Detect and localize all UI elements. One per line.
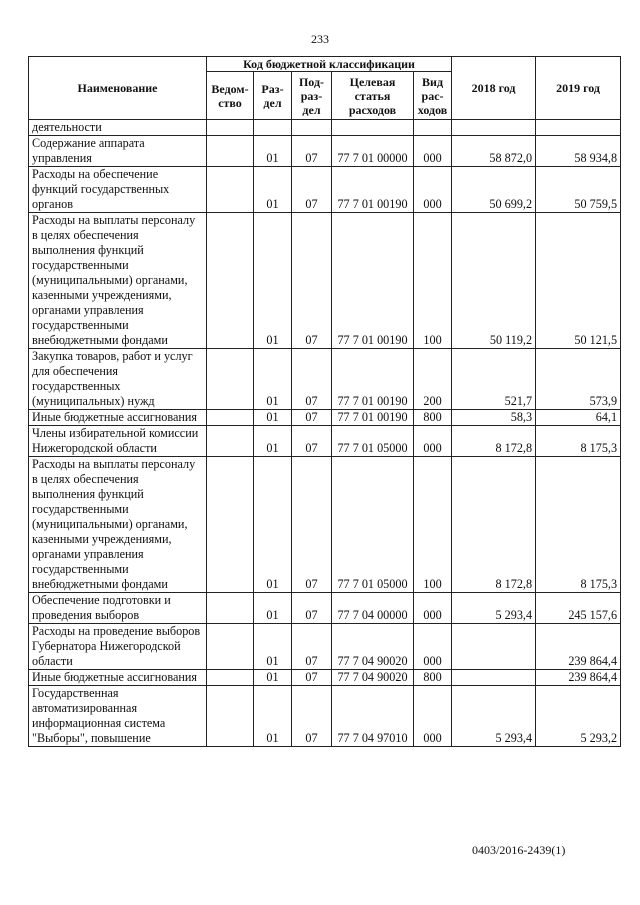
cell-vid-raskhodov: 800	[414, 670, 452, 686]
cell-2018	[452, 670, 536, 686]
cell-podrazdel: 07	[292, 136, 332, 167]
cell-2019: 5 293,2	[536, 686, 621, 747]
cell-vid-raskhodov: 000	[414, 624, 452, 670]
cell-podrazdel: 07	[292, 426, 332, 457]
table-row	[29, 410, 621, 426]
cell-razdel: 01	[254, 213, 292, 349]
cell-2018: 8 172,8	[452, 457, 536, 593]
cell-2019: 8 175,3	[536, 426, 621, 457]
cell-razdel: 01	[254, 686, 292, 747]
cell-vid-raskhodov: 000	[414, 593, 452, 624]
cell-vid-raskhodov: 000	[414, 136, 452, 167]
cell-2019: 573,9	[536, 349, 621, 410]
cell-vid-raskhodov: 800	[414, 410, 452, 426]
cell-tselevaya-statya: 77 7 04 90020	[332, 670, 414, 686]
cell-vedomstvo	[207, 670, 254, 686]
cell-tselevaya-statya: 77 7 04 00000	[332, 593, 414, 624]
table-row	[29, 426, 621, 457]
header-razdel: Раз-дел	[254, 72, 292, 120]
cell-name: Расходы на проведение выборов Губернатора Нижегородской области	[29, 624, 207, 670]
header-2018: 2018 год	[452, 57, 536, 120]
cell-2019: 239 864,4	[536, 624, 621, 670]
cell-name: Расходы на выплаты персоналу в целях обеспечения выполнения функций государственными (муниципальными) органами, казенными учреждениями, органами управления государственными внебюджетными фондами	[29, 213, 207, 349]
table-row	[29, 686, 621, 747]
cell-vedomstvo	[207, 167, 254, 213]
cell-2018	[452, 624, 536, 670]
cell-vid-raskhodov: 000	[414, 686, 452, 747]
cell-name: Расходы на обеспечение функций государственных органов	[29, 167, 207, 213]
cell-vid-raskhodov: 000	[414, 167, 452, 213]
cell-vid-raskhodov: 000	[414, 426, 452, 457]
cell-vedomstvo	[207, 349, 254, 410]
cell-podrazdel: 07	[292, 457, 332, 593]
table-body	[29, 120, 621, 747]
cell-tselevaya-statya	[332, 120, 414, 136]
cell-vid-raskhodov: 200	[414, 349, 452, 410]
table-row	[29, 593, 621, 624]
cell-tselevaya-statya: 77 7 01 00190	[332, 167, 414, 213]
cell-2019: 50 759,5	[536, 167, 621, 213]
cell-name: Государственная автоматизированная информационная система "Выборы", повышение	[29, 686, 207, 747]
cell-vid-raskhodov: 100	[414, 457, 452, 593]
table-row	[29, 167, 621, 213]
cell-razdel: 01	[254, 349, 292, 410]
header-podrazdel: Под-раз-дел	[292, 72, 332, 120]
cell-podrazdel: 07	[292, 686, 332, 747]
cell-podrazdel: 07	[292, 213, 332, 349]
cell-podrazdel: 07	[292, 410, 332, 426]
cell-2018	[452, 120, 536, 136]
table-row	[29, 624, 621, 670]
cell-name: Закупка товаров, работ и услуг для обеспечения государственных (муниципальных) нужд	[29, 349, 207, 410]
cell-name: Члены избирательной комиссии Нижегородской области	[29, 426, 207, 457]
cell-tselevaya-statya: 77 7 01 00190	[332, 213, 414, 349]
cell-2018: 50 119,2	[452, 213, 536, 349]
cell-name: Расходы на выплаты персоналу в целях обеспечения выполнения функций государственными (муниципальными) органами, казенными учреждениями, органами управления государственными внебюджетными фондами	[29, 457, 207, 593]
cell-2019: 50 121,5	[536, 213, 621, 349]
header-tselevaya-statya: Целевая статья расходов	[332, 72, 414, 120]
cell-2019: 245 157,6	[536, 593, 621, 624]
cell-tselevaya-statya: 77 7 04 97010	[332, 686, 414, 747]
cell-tselevaya-statya: 77 7 01 05000	[332, 457, 414, 593]
document-code: 0403/2016-2439(1)	[472, 843, 566, 857]
cell-vedomstvo	[207, 624, 254, 670]
cell-podrazdel: 07	[292, 593, 332, 624]
cell-vedomstvo	[207, 593, 254, 624]
cell-vid-raskhodov	[414, 120, 452, 136]
cell-vedomstvo	[207, 120, 254, 136]
cell-2018: 5 293,4	[452, 686, 536, 747]
cell-razdel: 01	[254, 410, 292, 426]
cell-name: деятельности	[29, 120, 207, 136]
budget-table	[28, 56, 621, 747]
cell-razdel	[254, 120, 292, 136]
cell-2018: 8 172,8	[452, 426, 536, 457]
cell-2019	[536, 120, 621, 136]
cell-razdel: 01	[254, 457, 292, 593]
cell-podrazdel: 07	[292, 167, 332, 213]
cell-razdel: 01	[254, 670, 292, 686]
cell-vedomstvo	[207, 686, 254, 747]
cell-2018: 58,3	[452, 410, 536, 426]
cell-podrazdel: 07	[292, 624, 332, 670]
cell-2019: 64,1	[536, 410, 621, 426]
cell-2019: 239 864,4	[536, 670, 621, 686]
cell-vedomstvo	[207, 136, 254, 167]
cell-razdel: 01	[254, 593, 292, 624]
cell-tselevaya-statya: 77 7 01 00000	[332, 136, 414, 167]
table-row	[29, 670, 621, 686]
header-vid-raskhodov: Вид рас-ходов	[414, 72, 452, 120]
cell-2018: 58 872,0	[452, 136, 536, 167]
cell-2018: 50 699,2	[452, 167, 536, 213]
cell-podrazdel: 07	[292, 349, 332, 410]
cell-tselevaya-statya: 77 7 01 05000	[332, 426, 414, 457]
cell-name: Содержание аппарата управления	[29, 136, 207, 167]
table-row	[29, 349, 621, 410]
cell-2019: 58 934,8	[536, 136, 621, 167]
cell-razdel: 01	[254, 167, 292, 213]
cell-name: Иные бюджетные ассигнования	[29, 410, 207, 426]
cell-tselevaya-statya: 77 7 04 90020	[332, 624, 414, 670]
header-2019: 2019 год	[536, 57, 621, 120]
cell-razdel: 01	[254, 426, 292, 457]
header-budget-code: Код бюджетной классификации	[207, 57, 452, 72]
cell-vedomstvo	[207, 410, 254, 426]
cell-tselevaya-statya: 77 7 01 00190	[332, 349, 414, 410]
table-row	[29, 120, 621, 136]
cell-vedomstvo	[207, 213, 254, 349]
cell-2019: 8 175,3	[536, 457, 621, 593]
cell-2018: 5 293,4	[452, 593, 536, 624]
cell-razdel: 01	[254, 136, 292, 167]
cell-razdel: 01	[254, 624, 292, 670]
cell-podrazdel	[292, 120, 332, 136]
cell-vid-raskhodov: 100	[414, 213, 452, 349]
cell-podrazdel: 07	[292, 670, 332, 686]
header-name: Наименование	[29, 57, 207, 120]
cell-vedomstvo	[207, 457, 254, 593]
cell-vedomstvo	[207, 426, 254, 457]
cell-tselevaya-statya: 77 7 01 00190	[332, 410, 414, 426]
table-row	[29, 213, 621, 349]
cell-name: Обеспечение подготовки и проведения выборов	[29, 593, 207, 624]
cell-name: Иные бюджетные ассигнования	[29, 670, 207, 686]
page-number: 233	[311, 32, 329, 46]
table-row	[29, 457, 621, 593]
cell-2018: 521,7	[452, 349, 536, 410]
table-row	[29, 136, 621, 167]
header-vedomstvo: Ведом-ство	[207, 72, 254, 120]
